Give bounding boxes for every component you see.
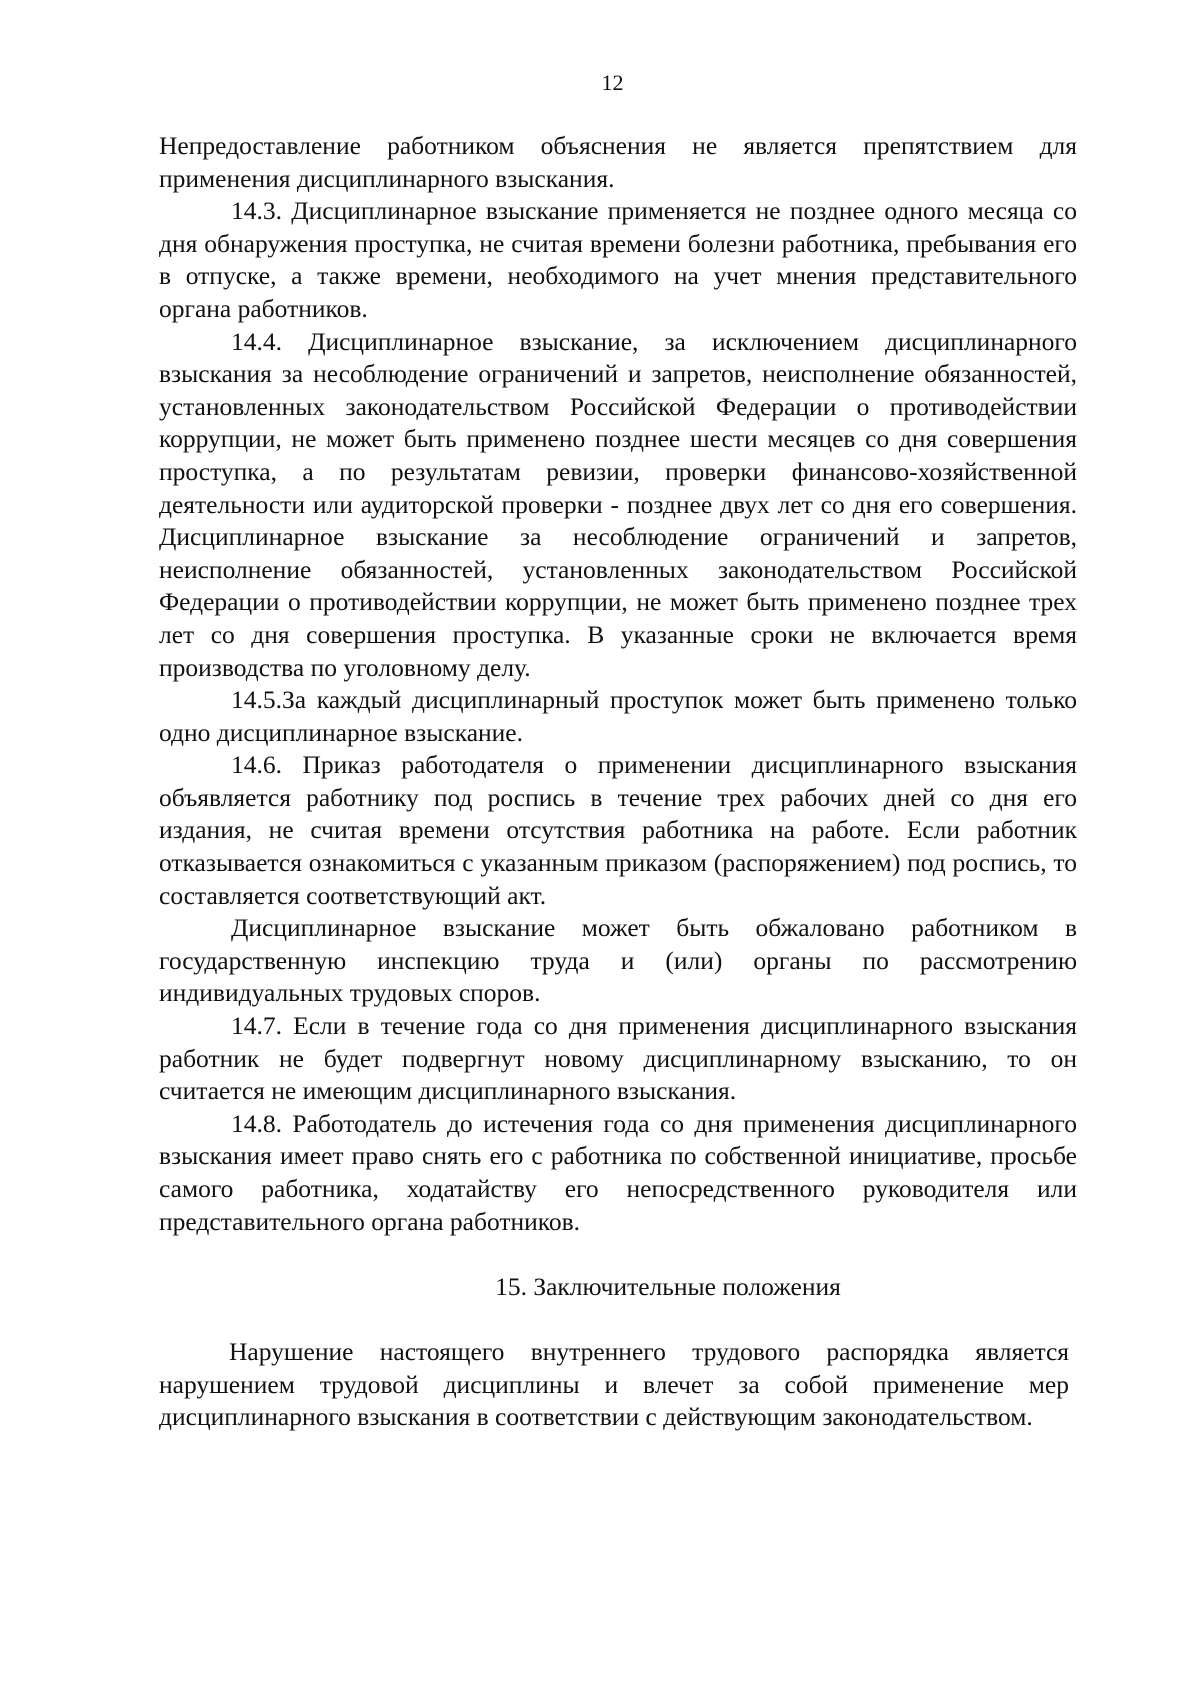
document-body [159, 130, 1077, 1434]
paragraph-14-5: 14.5.За каждый дисциплинарный проступок может быть применено только одно дисциплинарное взыскание. [159, 685, 1077, 747]
paragraph-14-4: 14.4. Дисциплинарное взыскание, за исключением дисциплинарного взыскания за несоблюдение ограничений и запретов, неисполнение обязанностей, установленных законодательством Российской Федерации о противодействии коррупции, не может быть применено позднее шести месяцев со дня совершения проступка, а по результатам ревизии, проверки финансово-хозяйственной деятельности или аудиторской проверки - позднее двух лет со дня его совершения. Дисциплинарное взыскание за несоблюдение ограничений и запретов, неисполнение обязанностей, установленных законодательством Российской Федерации о противодействии коррупции, не может быть применено позднее трех лет со дня совершения проступка. В указанные сроки не включается время производства по уголовному делу. [159, 326, 1077, 682]
paragraph-explanation-not-obstacle: Непредоставление работником объяснения не является препятствием для применения дисциплинарного взыскания. [159, 131, 1077, 193]
paragraph-14-7: 14.7. Если в течение года со дня применения дисциплинарного взыскания работник не будет подвергнут новому дисциплинарному взысканию, то он считается не имеющим дисциплинарного взыскания. [159, 1011, 1077, 1106]
section-title-final-provisions: 15. Заключительные положения [495, 1272, 841, 1302]
paragraph-14-6: 14.6. Приказ работодателя о применении дисциплинарного взыскания объявляется работнику под роспись в течение трех рабочих дней со дня его издания, не считая времени отсутствия работника на работе. Если работник отказывается ознакомиться с указанным приказом (распоряжением) под роспись, то составляется соответствующий акт. [159, 750, 1077, 910]
paragraph-14-8: 14.8. Работодатель до истечения года со дня применения дисциплинарного взыскания имеет право снять его с работника по собственной инициативе, просьбе самого работника, ходатайству его непосредственного руководителя или представительного органа работников. [159, 1108, 1077, 1236]
page-number: 12 [601, 70, 624, 95]
paragraph-final-provisions: Нарушение настоящего внутреннего трудового распорядка является нарушением трудовой дисциплины и влечет за собой применение мер дисциплинарного взыскания в соответствии с действующим законодательством. [159, 1337, 1069, 1432]
paragraph-14-3: 14.3. Дисциплинарное взыскание применяется не позднее одного месяца со дня обнаружения проступка, не считая времени болезни работника, пребывания его в отпуске, а также времени, необходимого на учет мнения представительного органа работников. [159, 196, 1077, 323]
paragraph-appeal: Дисциплинарное взыскание может быть обжаловано работником в государственную инспекцию труда и (или) органы по рассмотрению индивидуальных трудовых споров. [159, 913, 1077, 1008]
